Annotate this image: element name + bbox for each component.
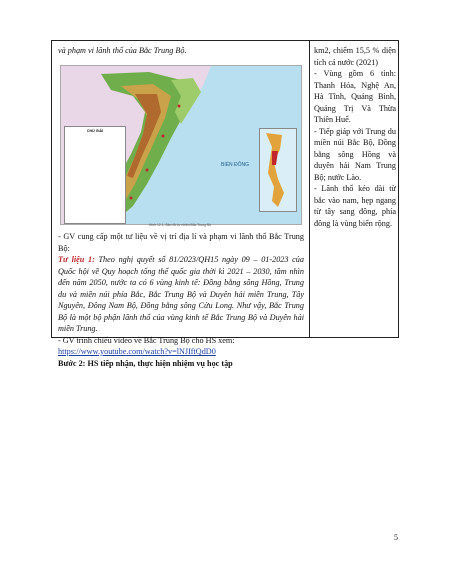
left-column [58,45,304,368]
provinces-text: - Vùng gồm 6 tỉnh: Thanh Hóa, Nghệ An, Hà Tĩnh, Quảng Bình, Quảng Trị Và Thừa Thiên Huế. [314,69,396,124]
column-divider [309,41,310,337]
territory-text: - Lãnh thổ kéo dài từ bắc vào nam, hẹp ngang từ tây sang đông, phía đông là vùng biển rộng. [314,184,396,228]
inset-map-shape [260,129,296,211]
top-line: và phạm vi lãnh thổ của Bắc Trung Bộ. [58,46,187,55]
source-label: Tư liệu 1: [58,255,95,264]
page-number: 5 [394,533,398,542]
map-legend [64,126,126,224]
content-table [51,40,399,368]
borders-text: - Tiếp giáp với Trung du miền núi Bắc Bộ, Đồng bằng sông Hồng và duyên hải Nam Trung Bộ; nước Lào. [314,126,396,182]
vietnam-inset-map [259,128,297,212]
map-figure [60,65,302,225]
source-paragraph [58,254,304,335]
map-caption: Hình 12.1. Bản đồ tự nhiên Bắc Trung Bộ [148,223,212,227]
map-label-sea: BIỂN ĐÔNG [221,162,250,168]
area-text: km2, chiếm 15,5 % diện tích cả nước (2021) [314,46,396,67]
intro-paragraph: - GV cung cấp một tư liệu về vị trí địa lí và phạm vi lãnh thổ Bắc Trung Bộ: [58,232,304,253]
video-paragraph: - GV trình chiếu video về Bắc Trung Bộ cho HS xem: [58,335,235,345]
right-column [314,45,396,229]
step-2-heading: Bước 2: HS tiếp nhận, thực hiện nhiệm vụ học tập [58,358,233,368]
source-text: Theo nghị quyết số 81/2023/QH15 ngày 09 – 01-2023 của Quốc hội về Quy hoạch tổng thể quốc gia thời kì 2021 – 2030, tầm nhìn đến năm 2050, nước ta có 6 vùng kinh tế: Đồng bằng sông Hồng, Trung du và miền núi phía Bắc, Bắc Trung Bộ và Duyên hải miền Trung, Tây Nguyên, Đông Nam Bộ, Đồng bằng sông Cửu Long. Như vậy, Bắc Trung Bộ là một bộ phận lãnh thổ của vùng kinh tế Bắc Trung Bộ và Duyên hải miền Trung. [58,255,304,333]
map-legend-title: CHÚ GIẢI [86,129,104,133]
video-link[interactable]: https://www.youtube.com/watch?v=lNJIftQdD0 [58,347,216,356]
